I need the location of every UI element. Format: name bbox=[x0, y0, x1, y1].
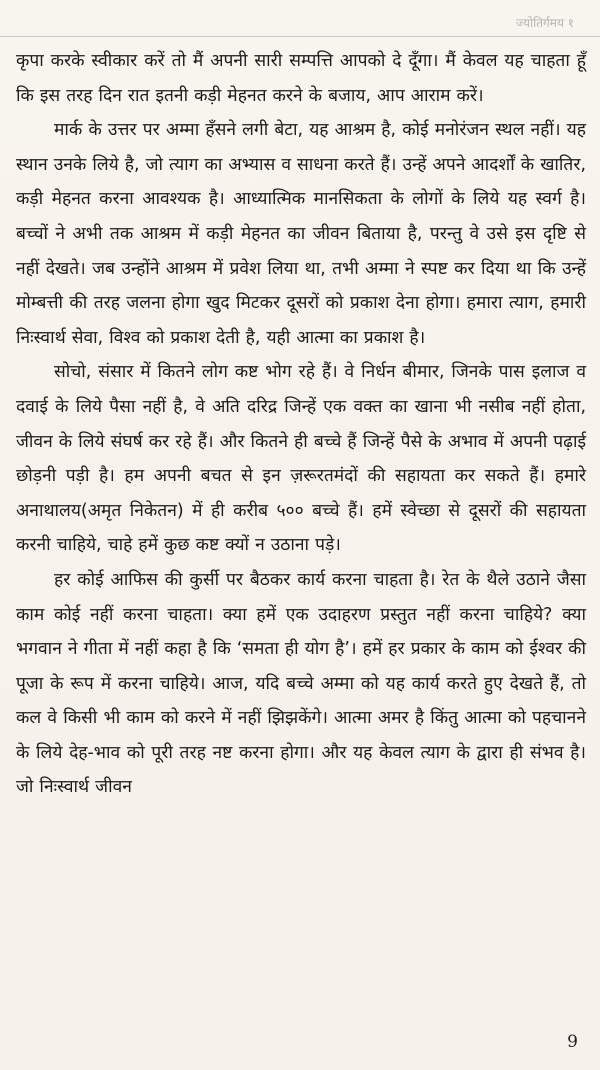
page-number: 9 bbox=[567, 1032, 578, 1052]
page-body bbox=[16, 44, 586, 805]
paragraph-1: कृपा करके स्वीकार करें तो मैं अपनी सारी सम्पत्ति आपको दे दूँगा। मैं केवल यह चाहता हूँ कि इस तरह दिन रात इतनी कड़ी मेहनत करने के बजाय, आप आराम करें। bbox=[16, 51, 586, 106]
page-header bbox=[0, 6, 600, 40]
paragraph-3: सोचो, संसार में कितने लोग कष्ट भोग रहे हैं। वे निर्धन बीमार, जिनके पास इलाज व दवाई के लिये पैसा नहीं है, वे अति दरिद्र जिन्हें एक वक्त का खाना भी नसीब नहीं होता, जीवन के लिये संघर्ष कर रहे हैं। और कितने ही बच्चे हैं जिन्हें पैसे के अभाव में अपनी पढ़ाई छोड़नी पड़ी है। हम अपनी बचत से इन ज़रूरतमंदों की सहायता कर सकते हैं। हमारे अनाथालय(अमृत निकेतन) में ही करीब ५०० बच्चे हैं। हमें स्वेच्छा से दूसरों की सहायता करनी चाहिये, चाहे हमें कुछ कष्ट क्यों न उठाना पड़े। bbox=[16, 362, 586, 556]
paragraph-4: हर कोई आफिस की कुर्सी पर बैठकर कार्य करना चाहता है। रेत के थैले उठाने जैसा काम कोई नहीं करना चाहता। क्या हमें एक उदाहरण प्रस्तुत नहीं करना चाहिये? क्या भगवान ने गीता में नहीं कहा है कि ‘समता ही योग है’। हमें हर प्रकार के काम को ईश्वर की पूजा के रूप में करना चाहिये। आज, यदि बच्चे अम्मा को यह कार्य करते हुए देखते हैं, तो कल वे किसी भी काम को करने में नहीं झिझकेंगे। आत्मा अमर है किंतु आत्मा को पहचानने के लिये देह-भाव को पूरी तरह नष्ट करना होगा। और यह केवल त्याग के द्वारा ही संभव है। जो निःस्वार्थ जीवन bbox=[16, 569, 586, 798]
header-divider bbox=[0, 36, 600, 37]
running-header-title: ज्योतिर्गमय १ bbox=[516, 16, 574, 30]
paragraph-2: मार्क के उत्तर पर अम्मा हँसने लगी बेटा, यह आश्रम है, कोई मनोरंजन स्थल नहीं। यह स्थान उनके लिये है, जो त्याग का अभ्यास व साधना करते हैं। उन्हें अपने आदर्शों के खातिर, कड़ी मेहनत करना आवश्यक है। आध्यात्मिक मानसिकता के लोगों के लिये यह स्वर्ग है। बच्चों ने अभी तक आश्रम में कड़ी मेहनत का जीवन बिताया है, परन्तु वे उसे इस दृष्टि से नहीं देखते। जब उन्होंने आश्रम में प्रवेश लिया था, तभी अम्मा ने स्पष्ट कर दिया था कि उन्हें मोम्बत्ती की तरह जलना होगा खुद मिटकर दूसरों को प्रकाश देना होगा। हमारा त्याग, हमारी निःस्वार्थ सेवा, विश्व को प्रकाश देती है, यही आत्मा का प्रकाश है। bbox=[16, 120, 586, 348]
